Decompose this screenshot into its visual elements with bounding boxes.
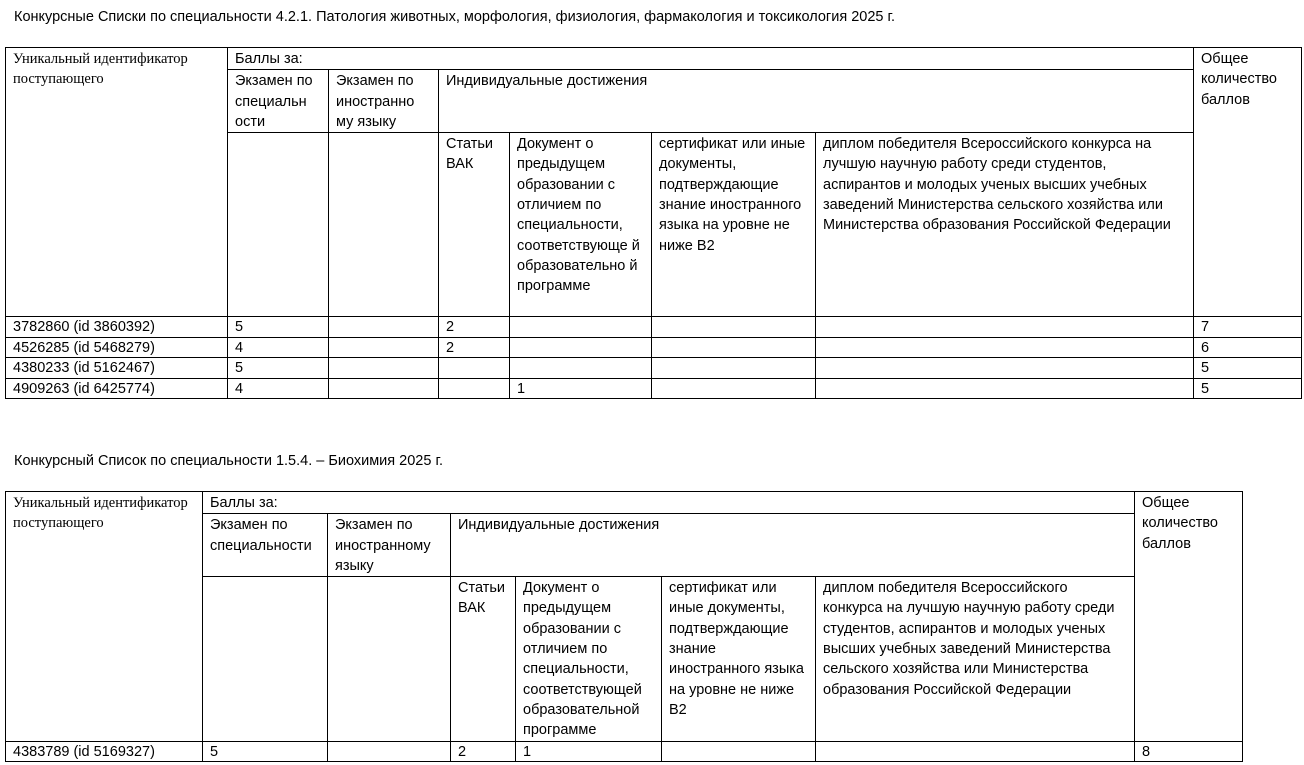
- cell-exam-language: [329, 317, 439, 338]
- cell-exam-language: [329, 378, 439, 399]
- header-diploma: Документ о предыдущем образовании с отличием по специальности, соответствующе й образовательно й программе: [510, 133, 652, 317]
- header-vak: Статьи ВАК: [451, 577, 516, 741]
- cell-contest: [816, 358, 1194, 379]
- header-exam-language: Экзамен по иностранному языку: [328, 514, 451, 577]
- section-title: Конкурсные Списки по специальности 4.2.1. Патология животных, морфология, физиология, фармакология и токсикология 2025 г.: [14, 9, 896, 25]
- header-total: Общее количество баллов: [1135, 492, 1243, 742]
- cell-diploma: [510, 337, 652, 358]
- cell-id: 4380233 (id 5162467): [6, 358, 228, 379]
- cell-exam-language: [329, 337, 439, 358]
- cell-exam-language: [328, 741, 451, 762]
- header-certificate: сертификат или иные документы, подтверждающие знание иностранного языка на уровне не ниже В2: [662, 577, 816, 741]
- header-exam-language: Экзамен по иностранно му языку: [329, 70, 439, 133]
- competition-list-table: [5, 47, 1302, 399]
- header-vak: Статьи ВАК: [439, 133, 510, 317]
- cell-total: 6: [1194, 337, 1302, 358]
- header-exam-specialty: Экзамен по специальн ости: [228, 70, 329, 133]
- cell-exam-specialty: 5: [228, 317, 329, 338]
- cell-id: 4526285 (id 5468279): [6, 337, 228, 358]
- cell-total: 8: [1135, 741, 1243, 762]
- cell-exam-specialty: 4: [228, 378, 329, 399]
- cell-id: 4909263 (id 6425774): [6, 378, 228, 399]
- cell-total: 5: [1194, 378, 1302, 399]
- cell-vak: [439, 358, 510, 379]
- section-title: Конкурсный Список по специальности 1.5.4. – Биохимия 2025 г.: [14, 453, 443, 469]
- cell-certificate: [652, 337, 816, 358]
- cell-certificate: [652, 317, 816, 338]
- table-row: [6, 358, 1302, 379]
- cell-total: 7: [1194, 317, 1302, 338]
- header-points-for: Баллы за:: [228, 48, 1194, 70]
- cell-vak: [439, 378, 510, 399]
- empty-cell: [228, 133, 329, 317]
- cell-diploma: [510, 317, 652, 338]
- header-achievements: Индивидуальные достижения: [439, 70, 1194, 133]
- cell-contest: [816, 378, 1194, 399]
- cell-exam-specialty: 5: [203, 741, 328, 762]
- header-exam-specialty: Экзамен по специальности: [203, 514, 328, 577]
- cell-id: 3782860 (id 3860392): [6, 317, 228, 338]
- cell-id: 4383789 (id 5169327): [6, 741, 203, 762]
- cell-exam-specialty: 4: [228, 337, 329, 358]
- header-total: Общее количество баллов: [1194, 48, 1302, 317]
- header-applicant-id: Уникальный идентификатор поступающего: [6, 492, 203, 742]
- cell-exam-specialty: 5: [228, 358, 329, 379]
- cell-certificate: [652, 378, 816, 399]
- table-row: [6, 337, 1302, 358]
- cell-vak: 2: [451, 741, 516, 762]
- cell-vak: 2: [439, 317, 510, 338]
- table-row: [6, 317, 1302, 338]
- empty-cell: [203, 577, 328, 741]
- empty-cell: [329, 133, 439, 317]
- competition-list-table: [5, 491, 1243, 762]
- cell-exam-language: [329, 358, 439, 379]
- cell-total: 5: [1194, 358, 1302, 379]
- cell-vak: 2: [439, 337, 510, 358]
- table-row: [6, 378, 1302, 399]
- cell-diploma: 1: [510, 378, 652, 399]
- cell-certificate: [662, 741, 816, 762]
- cell-diploma: [510, 358, 652, 379]
- header-certificate: сертификат или иные документы, подтверждающие знание иностранного языка на уровне не ниже В2: [652, 133, 816, 317]
- header-points-for: Баллы за:: [203, 492, 1135, 514]
- empty-cell: [328, 577, 451, 741]
- cell-contest: [816, 317, 1194, 338]
- cell-diploma: 1: [516, 741, 662, 762]
- header-applicant-id: Уникальный идентификатор поступающего: [6, 48, 228, 317]
- table-row: [6, 741, 1243, 762]
- header-contest: диплом победителя Всероссийского конкурса на лучшую научную работу среди студентов, аспирантов и молодых ученых высших учебных заведений Министерства сельского хозяйства или Министерства образования Российской Федерации: [816, 577, 1135, 741]
- cell-contest: [816, 337, 1194, 358]
- cell-certificate: [652, 358, 816, 379]
- header-contest: диплом победителя Всероссийского конкурса на лучшую научную работу среди студентов, аспирантов и молодых ученых высших учебных заведений Министерства сельского хозяйства или Министерства образования Российской Федерации: [816, 133, 1194, 317]
- header-diploma: Документ о предыдущем образовании с отличием по специальности, соответствующей образовательной программе: [516, 577, 662, 741]
- cell-contest: [816, 741, 1135, 762]
- header-achievements: Индивидуальные достижения: [451, 514, 1135, 577]
